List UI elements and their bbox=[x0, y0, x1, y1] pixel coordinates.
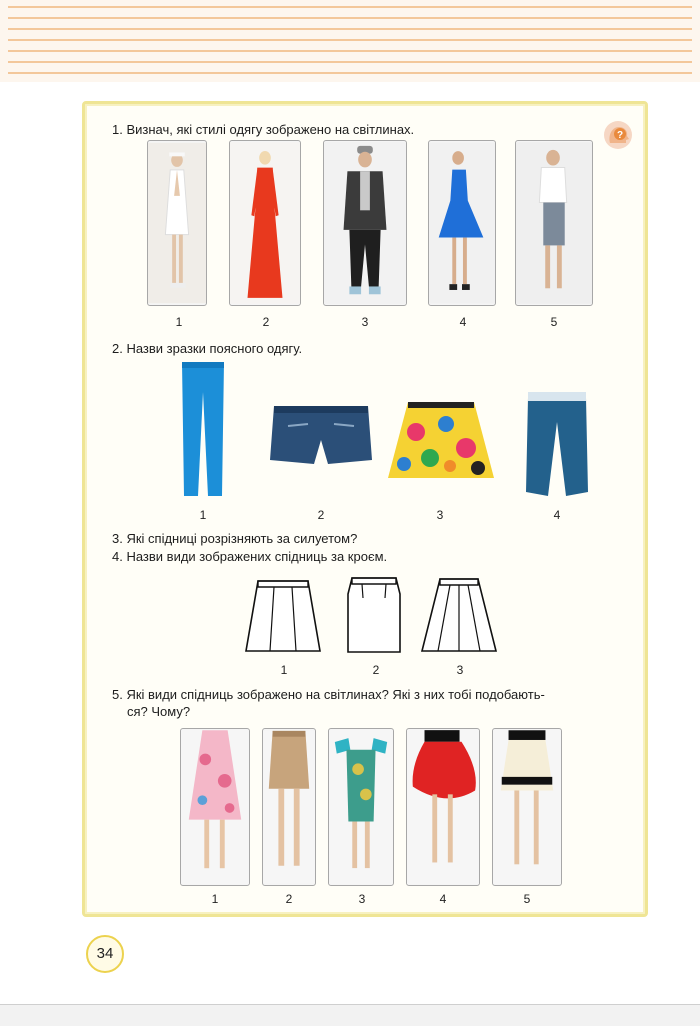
style-label-3: 3 bbox=[361, 315, 369, 329]
waist-label-4: 4 bbox=[553, 508, 561, 522]
skirt-label-5: 5 bbox=[523, 892, 531, 906]
drawing-pleated-skirt bbox=[244, 575, 322, 655]
question-5-line-2: ся? Чому? bbox=[127, 704, 191, 719]
waist-label-3: 3 bbox=[436, 508, 444, 522]
question-1: 1. Визнач, які стилі одягу зображено на світлинах. bbox=[112, 122, 415, 137]
photo-black-white-skirt bbox=[492, 728, 562, 886]
page-number: 34 bbox=[86, 935, 124, 973]
question-3: 3. Які спідниці розрізняють за силуетом? bbox=[112, 531, 358, 546]
style-label-1: 1 bbox=[175, 315, 183, 329]
bottom-bar bbox=[0, 1004, 700, 1026]
photo-pencil-skirt-outfit bbox=[515, 140, 593, 306]
svg-text:?: ? bbox=[616, 130, 624, 141]
cut-label-3: 3 bbox=[456, 663, 464, 677]
question-5-line-1: 5. Які види спідниць зображено на світлинах? Які з них тобі подобають- bbox=[112, 687, 545, 702]
style-label-5: 5 bbox=[550, 315, 558, 329]
photo-beige-mini-skirt bbox=[262, 728, 316, 886]
question-4: 4. Назви види зображених спідниць за кроєм. bbox=[112, 549, 388, 564]
header-stripes bbox=[0, 0, 700, 82]
skirt-label-4: 4 bbox=[439, 892, 447, 906]
photo-casual-man bbox=[323, 140, 407, 306]
skirt-label-2: 2 bbox=[285, 892, 293, 906]
cut-label-1: 1 bbox=[280, 663, 288, 677]
photo-blue-dress bbox=[428, 140, 496, 306]
style-label-2: 2 bbox=[262, 315, 270, 329]
question-head-icon bbox=[604, 121, 632, 149]
photo-floral-midi-skirt bbox=[180, 728, 250, 886]
skirt-label-3: 3 bbox=[358, 892, 366, 906]
photo-red-flamenco-skirt bbox=[406, 728, 480, 886]
style-label-4: 4 bbox=[459, 315, 467, 329]
photo-red-gown bbox=[229, 140, 301, 306]
drawing-flared-skirt bbox=[420, 573, 498, 655]
image-blue-jeans bbox=[178, 362, 228, 496]
drawing-straight-skirt bbox=[346, 572, 402, 656]
cut-label-2: 2 bbox=[372, 663, 380, 677]
image-denim-shorts bbox=[268, 406, 374, 464]
skirt-label-1: 1 bbox=[211, 892, 219, 906]
waist-label-1: 1 bbox=[199, 508, 207, 522]
photo-white-dress bbox=[147, 140, 207, 306]
image-floral-skirt bbox=[386, 402, 496, 482]
question-2: 2. Назви зразки поясного одягу. bbox=[112, 341, 303, 356]
photo-pencil-print-skirt bbox=[328, 728, 394, 886]
image-capri-pants bbox=[524, 392, 590, 496]
waist-label-2: 2 bbox=[317, 508, 325, 522]
